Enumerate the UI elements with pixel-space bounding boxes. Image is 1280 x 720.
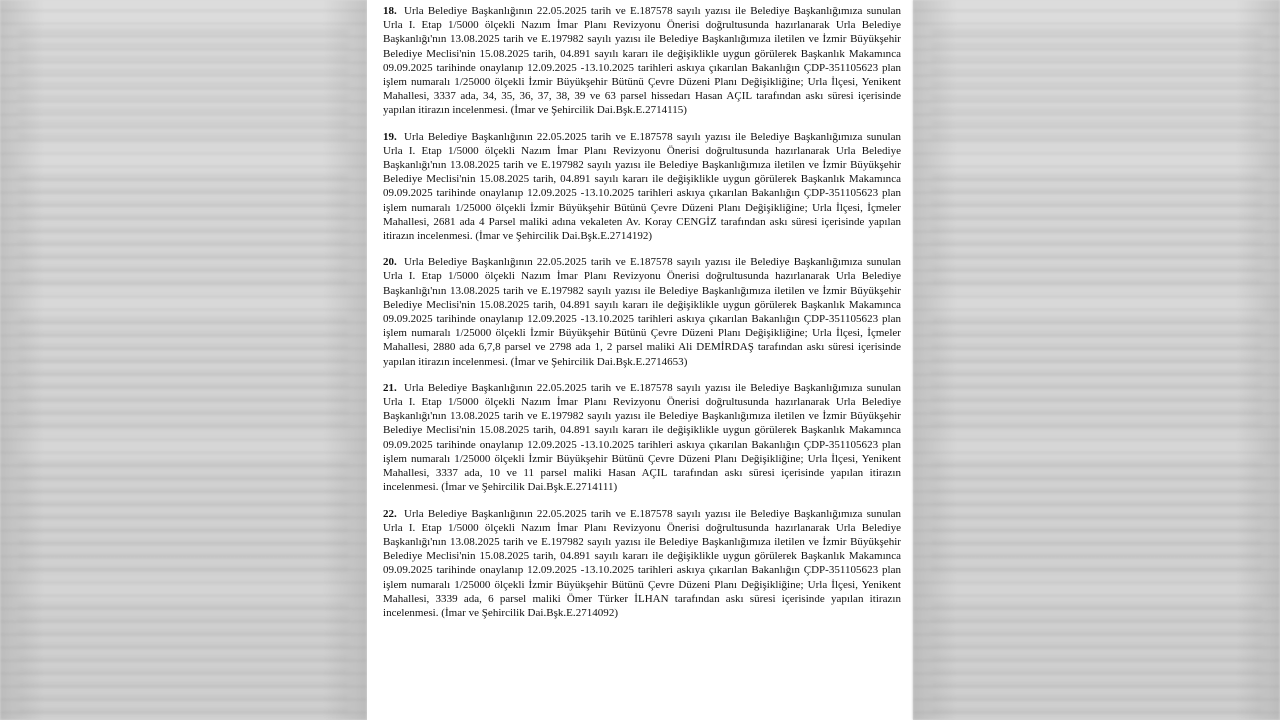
agenda-item-text: Urla Belediye Başkanlığının 22.05.2025 tarih ve E.187578 sayılı yazısı ile Belediye Başkanlığımıza sunulan Urla I. Etap 1/5000 ölçekli Nazım İmar Planı Revizyonu Önerisi doğrultusunda hazırlanarak Urla Belediye Başkanlığı'nın 13.08.2025 tarih ve E.197982 sayılı yazısı ile Belediye Başkanlığımıza iletilen ve İzmir Büyükşehir Belediye Meclisi'nin 15.08.2025 tarih, 04.891 sayılı kararı ile değişiklikle uygun görülerek Başkanlık Makamınca 09.09.2025 tarihinde onaylanıp 12.09.2025 -13.10.2025 tarihleri askıya çıkarılan Bakanlığın ÇDP-351105623 plan işlem numaralı 1/25000 ölçekli İzmir Büyükşehir Bütünü Çevre Düzeni Planı Değişikliğine; Urla İlçesi, Yenikent Mahallesi, 3337 ada, 10 ve 11 parsel maliki Hasan AÇIL tarafından askı süresi içerisinde yapılan itirazın incelenmesi. (İmar ve Şehircilik Dai.Bşk.E.2714111) xyxy=(383,381,901,494)
agenda-item-19 xyxy=(383,130,901,244)
agenda-item-20 xyxy=(383,255,901,369)
agenda-item-text: Urla Belediye Başkanlığının 22.05.2025 tarih ve E.187578 sayılı yazısı ile Belediye Başkanlığımıza sunulan Urla I. Etap 1/5000 ölçekli Nazım İmar Planı Revizyonu Önerisi doğrultusunda hazırlanarak Urla Belediye Başkanlığı'nın 13.08.2025 tarih ve E.197982 sayılı yazısı ile Belediye Başkanlığımıza iletilen ve İzmir Büyükşehir Belediye Meclisi'nin 15.08.2025 tarih, 04.891 sayılı kararı ile değişiklikle uygun görülerek Başkanlık Makamınca 09.09.2025 tarihinde onaylanıp 12.09.2025 -13.10.2025 tarihleri askıya çıkarılan Bakanlığın ÇDP-351105623 plan işlem numaralı 1/25000 ölçekli İzmir Büyükşehir Bütünü Çevre Düzeni Planı Değişikliğine; Urla İlçesi, Yenikent Mahallesi, 3337 ada, 34, 35, 36, 37, 38, 39 ve 63 parsel hissedarı Hasan AÇIL tarafından askı süresi içerisinde yapılan itirazın incelenmesi. (İmar ve Şehircilik Dai.Bşk.E.2714115) xyxy=(383,5,901,117)
document-content xyxy=(383,4,901,632)
agenda-item-number: 20. xyxy=(383,256,397,269)
document-page xyxy=(367,0,913,720)
agenda-item-text: Urla Belediye Başkanlığının 22.05.2025 tarih ve E.187578 sayılı yazısı ile Belediye Başkanlığımıza sunulan Urla I. Etap 1/5000 ölçekli Nazım İmar Planı Revizyonu Önerisi doğrultusunda hazırlanarak Urla Belediye Başkanlığı'nın 13.08.2025 tarih ve E.197982 sayılı yazısı ile Belediye Başkanlığımıza iletilen ve İzmir Büyükşehir Belediye Meclisi'nin 15.08.2025 tarih, 04.891 sayılı kararı ile değişiklikle uygun görülerek Başkanlık Makamınca 09.09.2025 tarihinde onaylanıp 12.09.2025 -13.10.2025 tarihleri askıya çıkarılan Bakanlığın ÇDP-351105623 plan işlem numaralı 1/25000 ölçekli İzmir Büyükşehir Bütünü Çevre Düzeni Planı Değişikliğine; Urla İlçesi, Yenikent Mahallesi, 3339 ada, 6 parsel maliki Ömer Türker İLHAN tarafından askı süresi içerisinde yapılan itirazın incelenmesi. (İmar ve Şehircilik Dai.Bşk.E.2714092) xyxy=(383,507,901,619)
agenda-item-number: 19. xyxy=(383,130,397,143)
agenda-item-number: 18. xyxy=(383,5,397,17)
agenda-item-18 xyxy=(383,4,901,118)
blurred-background-left xyxy=(0,0,367,720)
agenda-item-22 xyxy=(383,507,901,621)
agenda-item-text: Urla Belediye Başkanlığının 22.05.2025 tarih ve E.187578 sayılı yazısı ile Belediye Başkanlığımıza sunulan Urla I. Etap 1/5000 ölçekli Nazım İmar Planı Revizyonu Önerisi doğrultusunda hazırlanarak Urla Belediye Başkanlığı'nın 13.08.2025 tarih ve E.197982 sayılı yazısı ile Belediye Başkanlığımıza iletilen ve İzmir Büyükşehir Belediye Meclisi'nin 15.08.2025 tarih, 04.891 sayılı kararı ile değişiklikle uygun görülerek Başkanlık Makamınca 09.09.2025 tarihinde onaylanıp 12.09.2025 -13.10.2025 tarihleri askıya çıkarılan Bakanlığın ÇDP-351105623 plan işlem numaralı 1/25000 ölçekli İzmir Büyükşehir Bütünü Çevre Düzeni Planı Değişikliğine; Urla İlçesi, İçmeler Mahallesi, 2880 ada 6,7,8 parsel ve 2798 ada 1, 2 parsel maliki Ali DEMİRDAŞ tarafından askı süresi içerisinde yapılan itirazın incelenmesi. (İmar ve Şehircilik Dai.Bşk.E.2714653) xyxy=(383,256,901,368)
blurred-background-right xyxy=(913,0,1280,720)
agenda-item-text: Urla Belediye Başkanlığının 22.05.2025 tarih ve E.187578 sayılı yazısı ile Belediye Başkanlığımıza sunulan Urla I. Etap 1/5000 ölçekli Nazım İmar Planı Revizyonu Önerisi doğrultusunda hazırlanarak Urla Belediye Başkanlığı'nın 13.08.2025 tarih ve E.197982 sayılı yazısı ile Belediye Başkanlığımıza iletilen ve İzmir Büyükşehir Belediye Meclisi'nin 15.08.2025 tarih, 04.891 sayılı kararı ile değişiklikle uygun görülerek Başkanlık Makamınca 09.09.2025 tarihinde onaylanıp 12.09.2025 -13.10.2025 tarihleri askıya çıkarılan Bakanlığın ÇDP-351105623 plan işlem numaralı 1/25000 ölçekli İzmir Büyükşehir Bütünü Çevre Düzeni Planı Değişikliğine; Urla İlçesi, İçmeler Mahallesi, 2681 ada 4 Parsel maliki adına vekaleten Av. Koray CENGİZ tarafından askı süresi içerisinde yapılan itirazın incelenmesi. (İmar ve Şehircilik Dai.Bşk.E.2714192) xyxy=(383,130,901,243)
agenda-item-number: 22. xyxy=(383,507,397,520)
agenda-item-21 xyxy=(383,381,901,495)
agenda-item-number: 21. xyxy=(383,381,397,394)
